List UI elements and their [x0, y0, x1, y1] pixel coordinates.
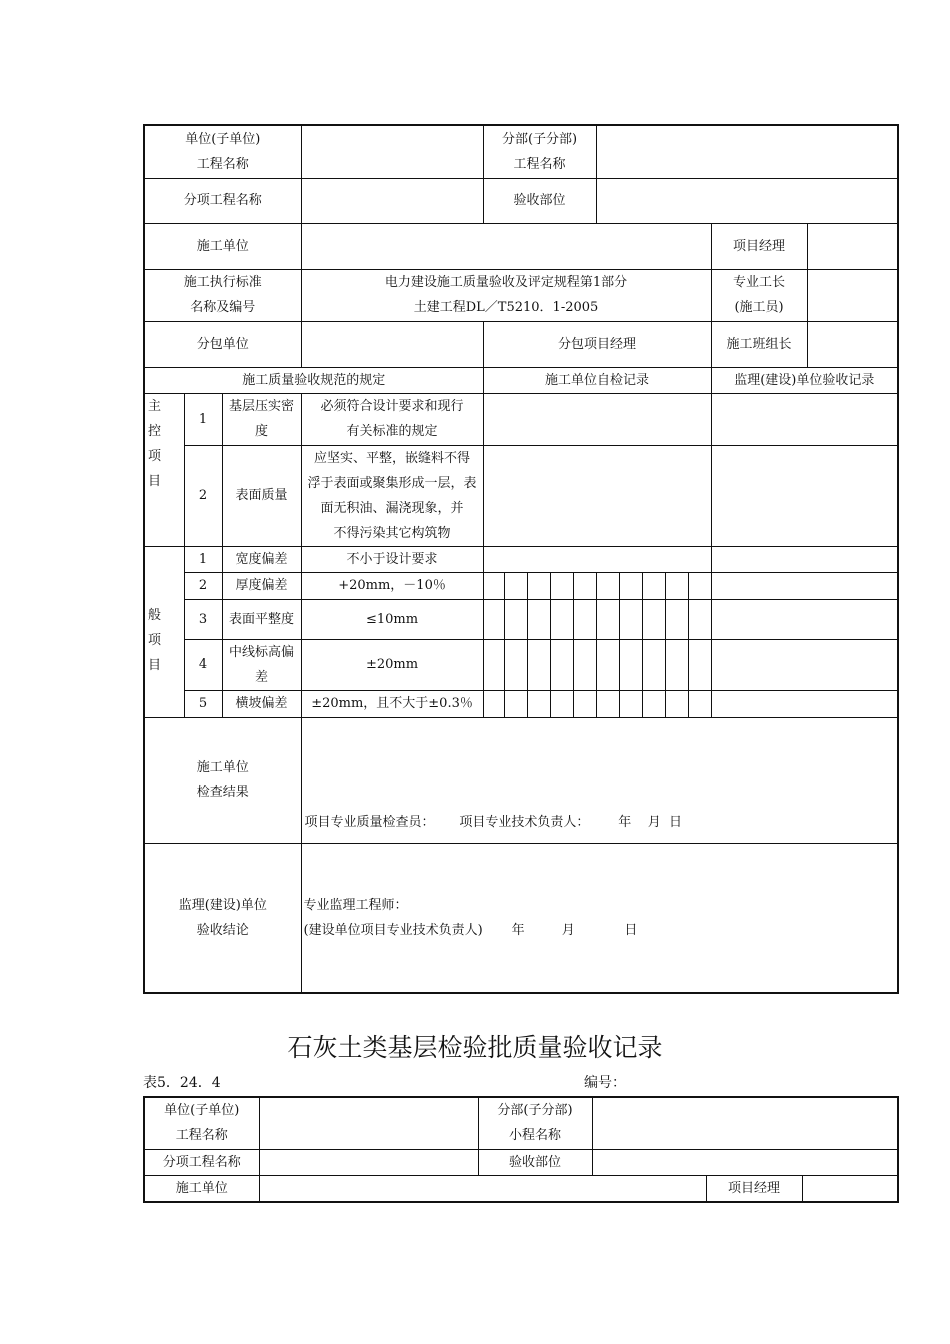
acceptance-part-label: 验收部位 — [483, 178, 596, 223]
measure-cell[interactable] — [483, 690, 504, 717]
general-item-self-check[interactable] — [483, 546, 711, 572]
form-title: 石灰土类基层检验批质量验收记录 — [287, 1033, 663, 1062]
measure-cell[interactable] — [665, 639, 688, 690]
unit-name-label: 单位(子单位) 工程名称 — [144, 125, 301, 178]
supervision-conclusion-signoff[interactable]: 专业监理工程师： (建设单位项目专业技术负责人) 年 月 日 — [301, 843, 898, 993]
measure-cell[interactable] — [504, 599, 527, 639]
measure-cell[interactable] — [573, 572, 596, 599]
measure-cell[interactable] — [619, 572, 642, 599]
project-manager-label: 项目经理 — [711, 223, 807, 269]
measure-cell[interactable] — [527, 599, 550, 639]
standard-value: 电力建设施工质量验收及评定规程第1部分 土建工程DL／T5210．1-2005 — [301, 269, 711, 321]
subcontractor-label: 分包单位 — [144, 321, 301, 367]
acceptance-part-value[interactable] — [596, 178, 898, 223]
general-item-name: 表面平整度 — [222, 599, 301, 639]
measure-cell[interactable] — [573, 639, 596, 690]
header-self-check: 施工单位自检记录 — [483, 367, 711, 393]
subitem-name-label: 分项工程名称 — [144, 1149, 259, 1175]
measure-cell[interactable] — [550, 639, 573, 690]
measure-cell[interactable] — [596, 639, 619, 690]
general-item-supervision[interactable] — [711, 599, 898, 639]
main-item-requirement: 必须符合设计要求和现行 有关标准的规定 — [301, 393, 483, 445]
main-items-label: 主 控 项 目 — [144, 393, 184, 546]
general-item-requirement: ±20mm，且不大于±0.3％ — [301, 690, 483, 717]
measure-cell[interactable] — [642, 639, 665, 690]
team-leader-label: 施工班组长 — [711, 321, 807, 367]
general-item-requirement: +20mm，－10％ — [301, 572, 483, 599]
general-item-no: 4 — [184, 639, 222, 690]
measure-cell[interactable] — [642, 690, 665, 717]
measure-cell[interactable] — [665, 690, 688, 717]
general-item-supervision[interactable] — [711, 690, 898, 717]
project-manager-value[interactable] — [802, 1175, 898, 1202]
measure-cell[interactable] — [619, 599, 642, 639]
measure-cell[interactable] — [665, 599, 688, 639]
standard-label: 施工执行标准 名称及编号 — [144, 269, 301, 321]
unit-name-value[interactable] — [301, 125, 483, 178]
measure-cell[interactable] — [504, 690, 527, 717]
header-supervision: 监理(建设)单位验收记录 — [711, 367, 898, 393]
general-item-supervision[interactable] — [711, 546, 898, 572]
general-item-requirement: ±20mm — [301, 639, 483, 690]
measure-cell[interactable] — [688, 690, 711, 717]
measure-cell[interactable] — [688, 599, 711, 639]
acceptance-part-label: 验收部位 — [478, 1149, 592, 1175]
general-item-requirement: ≤10mm — [301, 599, 483, 639]
foreman-value[interactable] — [807, 269, 898, 321]
measure-cell[interactable] — [483, 572, 504, 599]
measure-cell[interactable] — [527, 639, 550, 690]
serial-number-label: 编号： — [584, 1075, 626, 1091]
sub-pm-label: 分包项目经理 — [483, 321, 711, 367]
inspection-result-label: 施工单位 检查结果 — [144, 717, 301, 843]
measure-cell[interactable] — [550, 572, 573, 599]
measure-cell[interactable] — [483, 599, 504, 639]
measure-cell[interactable] — [550, 599, 573, 639]
measure-cell[interactable] — [688, 639, 711, 690]
measure-cell[interactable] — [504, 572, 527, 599]
inspection-form-2 — [143, 1096, 899, 1203]
measure-cell[interactable] — [527, 690, 550, 717]
main-item-name: 表面质量 — [222, 445, 301, 546]
foreman-label: 专业工长 (施工员) — [711, 269, 807, 321]
general-item-supervision[interactable] — [711, 572, 898, 599]
general-item-no: 2 — [184, 572, 222, 599]
measure-cell[interactable] — [688, 572, 711, 599]
construction-unit-value[interactable] — [301, 223, 711, 269]
measure-cell[interactable] — [550, 690, 573, 717]
measure-cell[interactable] — [527, 572, 550, 599]
general-item-no: 3 — [184, 599, 222, 639]
subitem-name-value[interactable] — [259, 1149, 478, 1175]
division-name-value[interactable] — [596, 125, 898, 178]
measure-cell[interactable] — [504, 639, 527, 690]
supervision-conclusion-label: 监理(建设)单位 验收结论 — [144, 843, 301, 993]
unit-name-label: 单位(子单位) 工程名称 — [144, 1097, 259, 1149]
inspection-result-signoff[interactable]: 项目专业质量检查员： 项目专业技术负责人： 年 月 日 — [301, 717, 898, 843]
construction-unit-value[interactable] — [259, 1175, 706, 1202]
measure-cell[interactable] — [596, 572, 619, 599]
construction-unit-label: 施工单位 — [144, 1175, 259, 1202]
main-item-no: 1 — [184, 393, 222, 445]
unit-name-value[interactable] — [259, 1097, 478, 1149]
main-item-requirement: 应坚实、平整，嵌缝料不得 浮于表面或聚集形成一层，表 面无积油、漏浇现象，并 不得污染其它构筑物 — [301, 445, 483, 546]
measure-cell[interactable] — [619, 690, 642, 717]
acceptance-part-value[interactable] — [592, 1149, 898, 1175]
subitem-name-label: 分项工程名称 — [144, 178, 301, 223]
measure-cell[interactable] — [596, 690, 619, 717]
general-item-name: 宽度偏差 — [222, 546, 301, 572]
header-spec: 施工质量验收规范的规定 — [144, 367, 483, 393]
general-item-no: 5 — [184, 690, 222, 717]
main-item-self-check[interactable] — [483, 445, 711, 546]
construction-unit-label: 施工单位 — [144, 223, 301, 269]
general-item-supervision[interactable] — [711, 639, 898, 690]
form-number: 表5．24．4 — [143, 1075, 221, 1091]
main-item-name: 基层压实密 度 — [222, 393, 301, 445]
measure-cell[interactable] — [573, 690, 596, 717]
general-item-name: 横坡偏差 — [222, 690, 301, 717]
general-item-requirement: 不小于设计要求 — [301, 546, 483, 572]
measure-cell[interactable] — [596, 599, 619, 639]
general-item-name: 厚度偏差 — [222, 572, 301, 599]
division-name-label: 分部(子分部) 小程名称 — [478, 1097, 592, 1149]
measure-cell[interactable] — [642, 572, 665, 599]
general-item-no: 1 — [184, 546, 222, 572]
division-name-value[interactable] — [592, 1097, 898, 1149]
measure-cell[interactable] — [573, 599, 596, 639]
main-item-self-check[interactable] — [483, 393, 711, 445]
measure-cell[interactable] — [665, 572, 688, 599]
project-manager-label: 项目经理 — [706, 1175, 802, 1202]
main-item-supervision[interactable] — [711, 393, 898, 445]
measure-cell[interactable] — [642, 599, 665, 639]
main-item-supervision[interactable] — [711, 445, 898, 546]
inspection-form-1 — [143, 124, 899, 994]
team-leader-value[interactable] — [807, 321, 898, 367]
measure-cell[interactable] — [483, 639, 504, 690]
project-manager-value[interactable] — [807, 223, 898, 269]
subitem-name-value[interactable] — [301, 178, 483, 223]
main-item-no: 2 — [184, 445, 222, 546]
subcontractor-value[interactable] — [301, 321, 483, 367]
general-items-label: 般 项 目 — [144, 546, 184, 717]
measure-cell[interactable] — [619, 639, 642, 690]
division-name-label: 分部(子分部) 工程名称 — [483, 125, 596, 178]
general-item-name: 中线标高偏 差 — [222, 639, 301, 690]
